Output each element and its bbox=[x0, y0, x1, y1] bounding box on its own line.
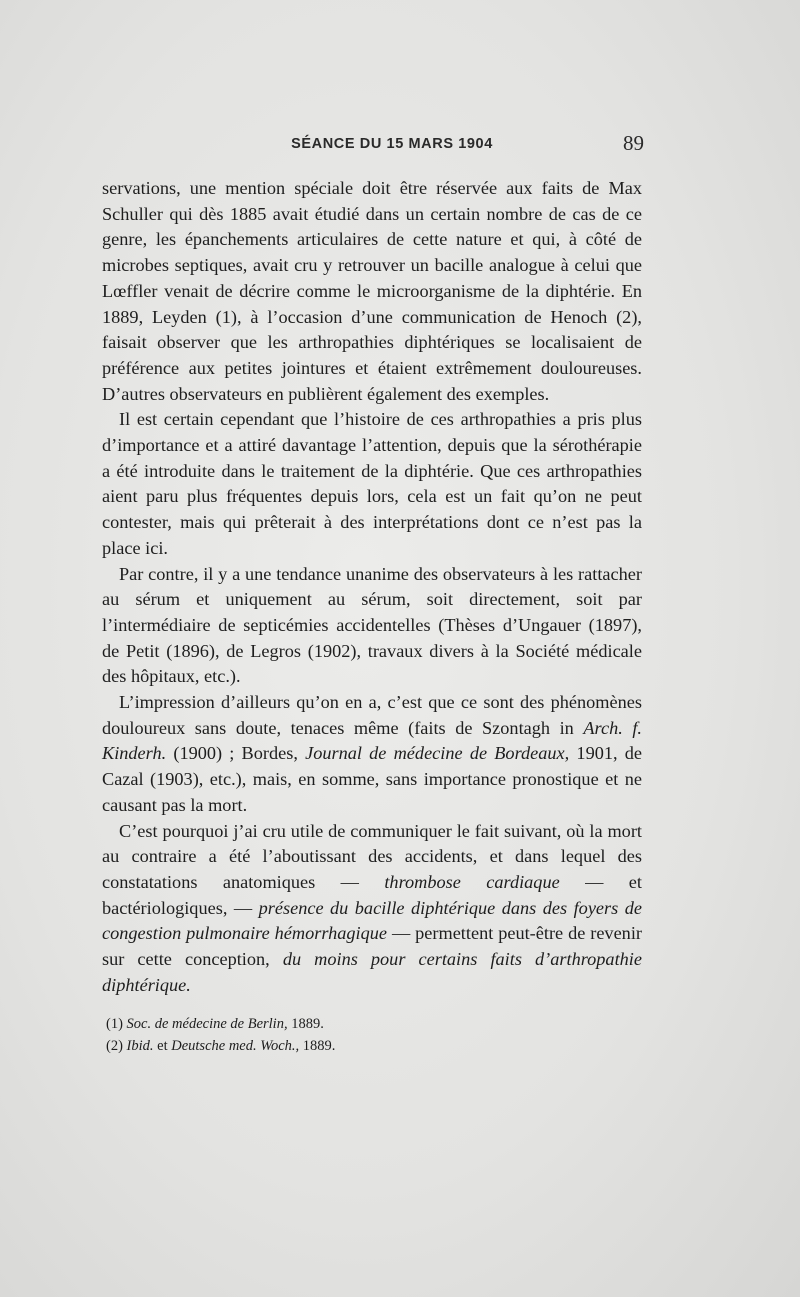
paragraph-4 bbox=[102, 690, 642, 819]
book-page bbox=[102, 128, 642, 1057]
paragraph-2 bbox=[102, 407, 642, 561]
text-run: (1900) ; Bordes, bbox=[166, 743, 306, 764]
italic-text: du moins pour certains faits d’arthropathie diphtérique. bbox=[102, 949, 642, 995]
text-run: (1) bbox=[106, 1015, 127, 1032]
text-run: C’est pourquoi j’ai cru utile de communiquer le fait suivant, où la mort au contraire a été l’aboutissant des accidents, et dans lequel des constatations anatomiques — bbox=[102, 820, 642, 892]
body-text bbox=[102, 176, 642, 999]
italic-text: Soc. de médecine de Berlin, bbox=[126, 1015, 288, 1032]
italic-text: Journal de médecine de Bordeaux, bbox=[305, 743, 570, 764]
text-run: 1889. bbox=[299, 1037, 336, 1054]
italic-text: Deutsche med. Woch., bbox=[171, 1037, 300, 1054]
italic-text: thrombose cardiaque bbox=[384, 871, 560, 892]
text-run: Par contre, il y a une tendance unanime des observateurs à les rattacher au sérum et uniquement au sérum, soit directement, soit par l’intermédiaire de septicémies accidentelles (Thèses d’Ungauer (1897), de Petit (1896), de Legros (1902), travaux divers à la Société médicale des hôpitaux, etc.). bbox=[102, 563, 642, 687]
text-run: Il est certain cependant que l’histoire de ces arthropathies a pris plus d’importance et a attiré davantage l’attention, depuis que la sérothérapie a été introduite dans le traitement de la diphtérie. Que ces arthropathies aient paru plus fréquentes depuis lors, cela est un fait qu’on ne peut contester, mais qui prêterait à des interprétations dont ce n’est pas la place ici. bbox=[102, 409, 642, 558]
text-run: — et bactériologiques, — bbox=[102, 871, 642, 918]
paragraph-1 bbox=[102, 176, 642, 407]
text-run: L’impression d’ailleurs qu’on en a, c’est que ce sont des phénomènes douloureux sans doute, tenaces même (faits de Szontagh in bbox=[102, 692, 642, 738]
text-run: servations, une mention spéciale doit être réservée aux faits de Max Schuller qui dès 1885 avait étudié dans un certain nombre de cas de ce genre, les épanchements articulaires de cette nature et qui, à côté de microbes septiques, avait cru y retrouver un bacille analogue à celui que Lœffler venait de décrire comme le microorganisme de la diphtérie. En 1889, Leyden (1), à l’occasion d’une communication de Henoch (2), faisait observer que les arthropathies diphtériques se localisaient de préférence aux petites jointures et étaient extrêmement douloureuses. D’autres observateurs en publièrent également des exemples. bbox=[102, 178, 642, 404]
text-run: 1901, de Cazal (1903), etc.), mais, en somme, sans importance pronostique et ne causant pas la mort. bbox=[102, 743, 642, 815]
italic-text: Ibid. bbox=[126, 1037, 154, 1054]
italic-text: présence du bacille diphtérique dans des foyers de congestion pulmonaire hémorrhagique bbox=[102, 897, 642, 944]
text-run: 1889. bbox=[287, 1015, 324, 1032]
text-run: (2) bbox=[106, 1037, 127, 1054]
page-number: 89 bbox=[623, 131, 644, 155]
page-header bbox=[102, 128, 642, 168]
text-run: — permettent peut-être de revenir sur cette conception, bbox=[102, 923, 642, 970]
italic-text: Arch. f. Kinderh. bbox=[102, 717, 642, 764]
paragraph-5 bbox=[102, 819, 642, 999]
text-run: et bbox=[153, 1037, 172, 1054]
footnotes bbox=[102, 1013, 642, 1057]
footnote-2 bbox=[106, 1035, 642, 1057]
running-head: SÉANCE DU 15 MARS 1904 bbox=[291, 136, 493, 152]
paragraph-3 bbox=[102, 562, 642, 691]
footnote-1 bbox=[106, 1013, 642, 1035]
